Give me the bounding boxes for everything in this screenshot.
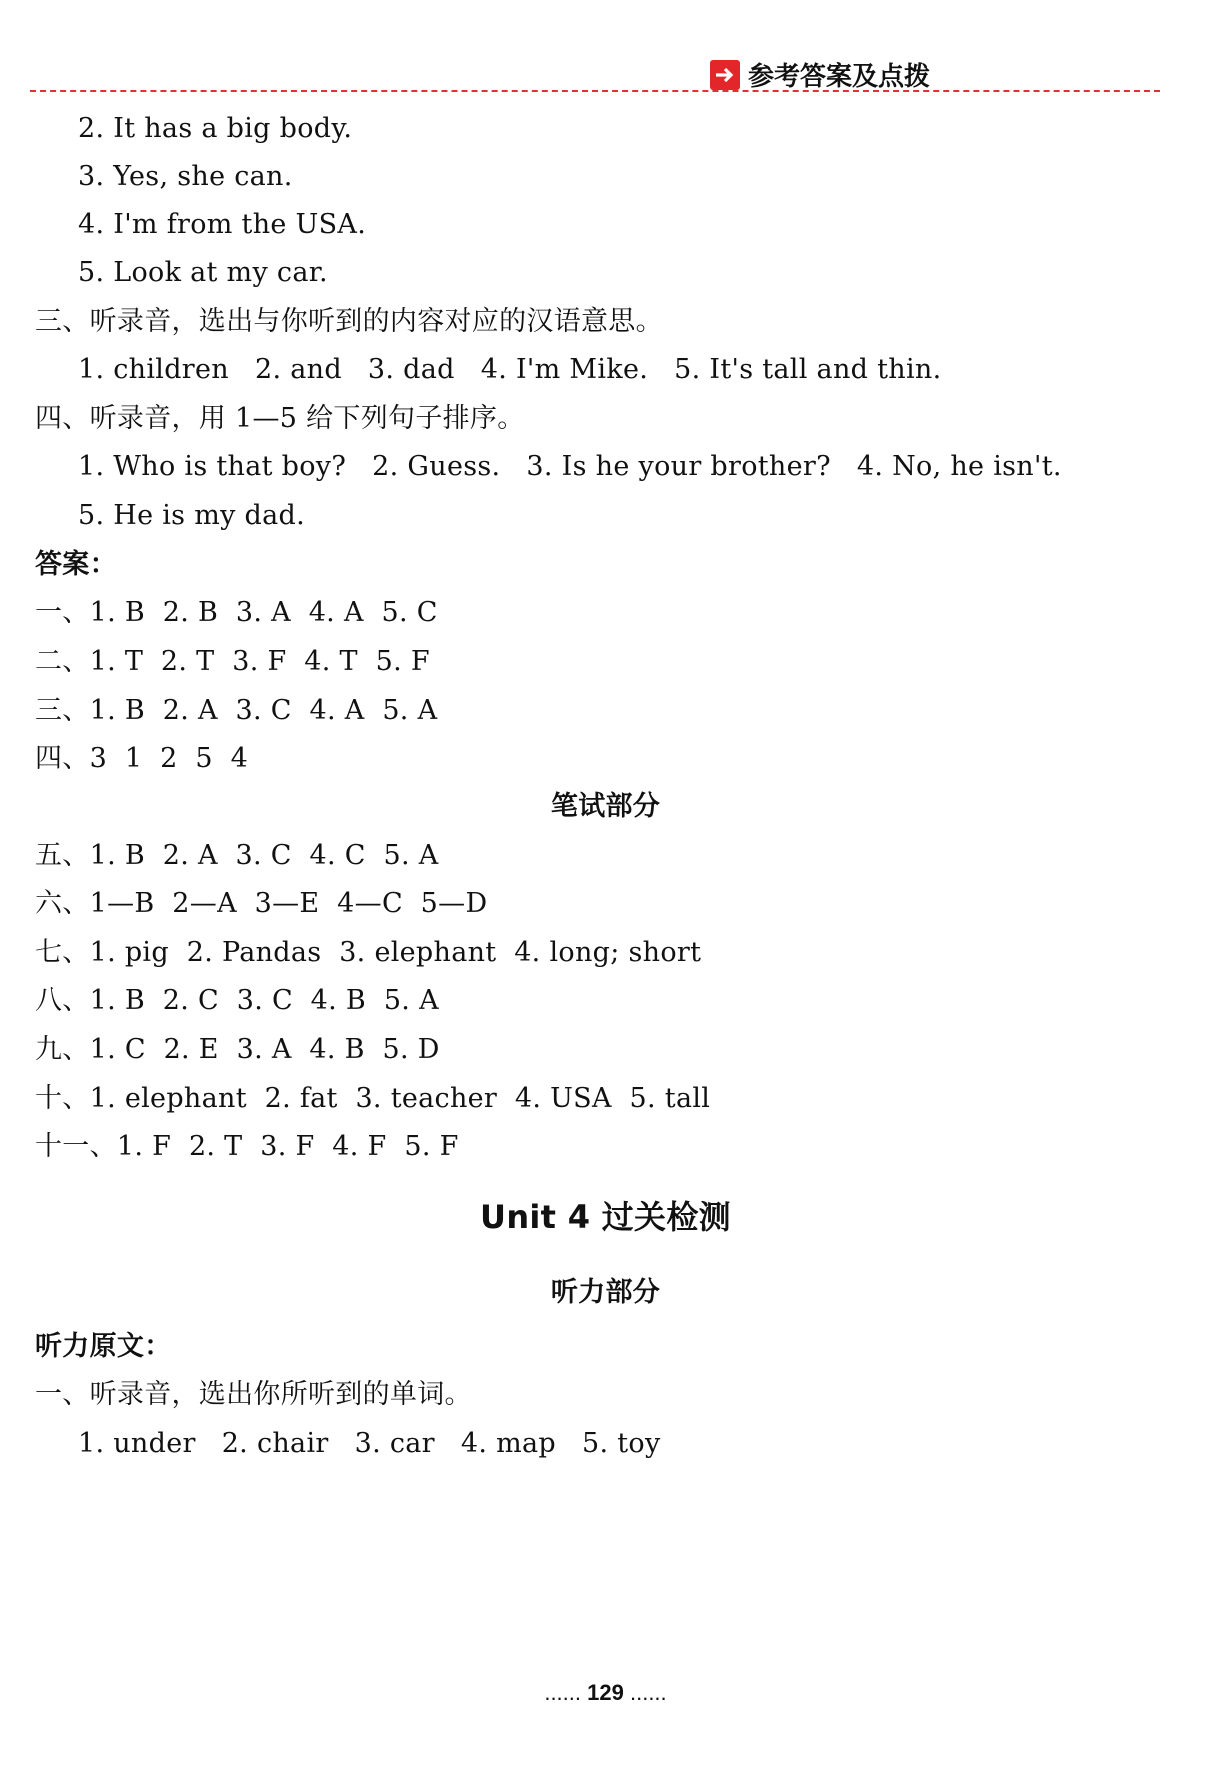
list-item: 1. Who is that boy? [78, 451, 347, 482]
list-item: 5. He is my dad. [78, 500, 306, 531]
answer-line-5: 五、1. B 2. A 3. C 4. C 5. A [35, 840, 439, 871]
page-header [30, 52, 1160, 92]
script-line-2: 2. It has a big body. [78, 113, 353, 144]
section3-heading: 三、听录音，选出与你听到的内容对应的汉语意思。 [35, 306, 663, 337]
header-title: 参考答案及点拨 [747, 62, 930, 92]
list-item: 2. and [254, 354, 342, 385]
answer-line-1: 一、1. B 2. B 3. A 4. A 5. C [35, 597, 438, 628]
list-item: 3. Is he your brother? [526, 451, 831, 482]
list-item: 1. under [78, 1428, 196, 1459]
answer-line-10: 十、1. elephant 2. fat 3. teacher 4. USA 5. tall [35, 1083, 711, 1114]
answer-line-8: 八、1. B 2. C 3. C 4. B 5. A [35, 985, 439, 1016]
list-item: 4. I'm Mike. [480, 354, 649, 385]
page-number-dots-right: ...... [629, 1680, 667, 1705]
list-item: 5. toy [582, 1428, 661, 1459]
script-line-3: 3. Yes, she can. [78, 161, 293, 192]
arrow-right-icon [710, 60, 740, 90]
answer-line-7: 七、1. pig 2. Pandas 3. elephant 4. long; short [35, 937, 702, 968]
written-section-title: 笔试部分 [550, 791, 661, 822]
listening-section-title: 听力部分 [550, 1277, 661, 1308]
header-divider [30, 90, 1160, 92]
answers-label: 答案： [35, 549, 117, 580]
list-item: 3. dad [367, 354, 455, 385]
script-line-4: 4. I'm from the USA. [78, 209, 367, 240]
answer-line-3: 三、1. B 2. A 3. C 4. A 5. A [35, 695, 438, 726]
list-item: 5. It's tall and thin. [674, 354, 942, 385]
page-number-dots-left: ...... [544, 1680, 582, 1705]
list-item: 3. car [354, 1428, 435, 1459]
page-number [0, 1680, 1211, 1706]
list-item: 4. No, he isn't. [856, 451, 1062, 482]
unit-title: Unit 4 过关检测 [480, 1198, 731, 1236]
script-label: 听力原文： [35, 1331, 172, 1362]
answer-line-9: 九、1. C 2. E 3. A 4. B 5. D [35, 1034, 440, 1065]
answer-line-11: 十一、1. F 2. T 3. F 4. F 5. F [35, 1131, 459, 1162]
answer-line-2: 二、1. T 2. T 3. F 4. T 5. F [35, 646, 430, 677]
section4-items-row2 [78, 499, 305, 533]
page-number-value: 129 [587, 1680, 624, 1705]
answer-line-4: 四、3 1 2 5 4 [35, 743, 249, 774]
list-item: 4. map [460, 1428, 557, 1459]
answer-line-6: 六、1—B 2—A 3—E 4—C 5—D [35, 888, 488, 919]
list-item: 2. Guess. [372, 451, 501, 482]
section4-items-row1 [78, 450, 1062, 484]
section3-items [78, 353, 941, 387]
list-item: 1. children [78, 354, 229, 385]
unit4-section1-heading: 一、听录音，选出你所听到的单词。 [35, 1379, 472, 1410]
list-item: 2. chair [221, 1428, 329, 1459]
section4-heading: 四、听录音，用 1—5 给下列句子排序。 [35, 403, 525, 434]
header-title-group [710, 56, 930, 93]
unit4-section1-items [78, 1427, 661, 1461]
script-line-5: 5. Look at my car. [78, 257, 328, 288]
